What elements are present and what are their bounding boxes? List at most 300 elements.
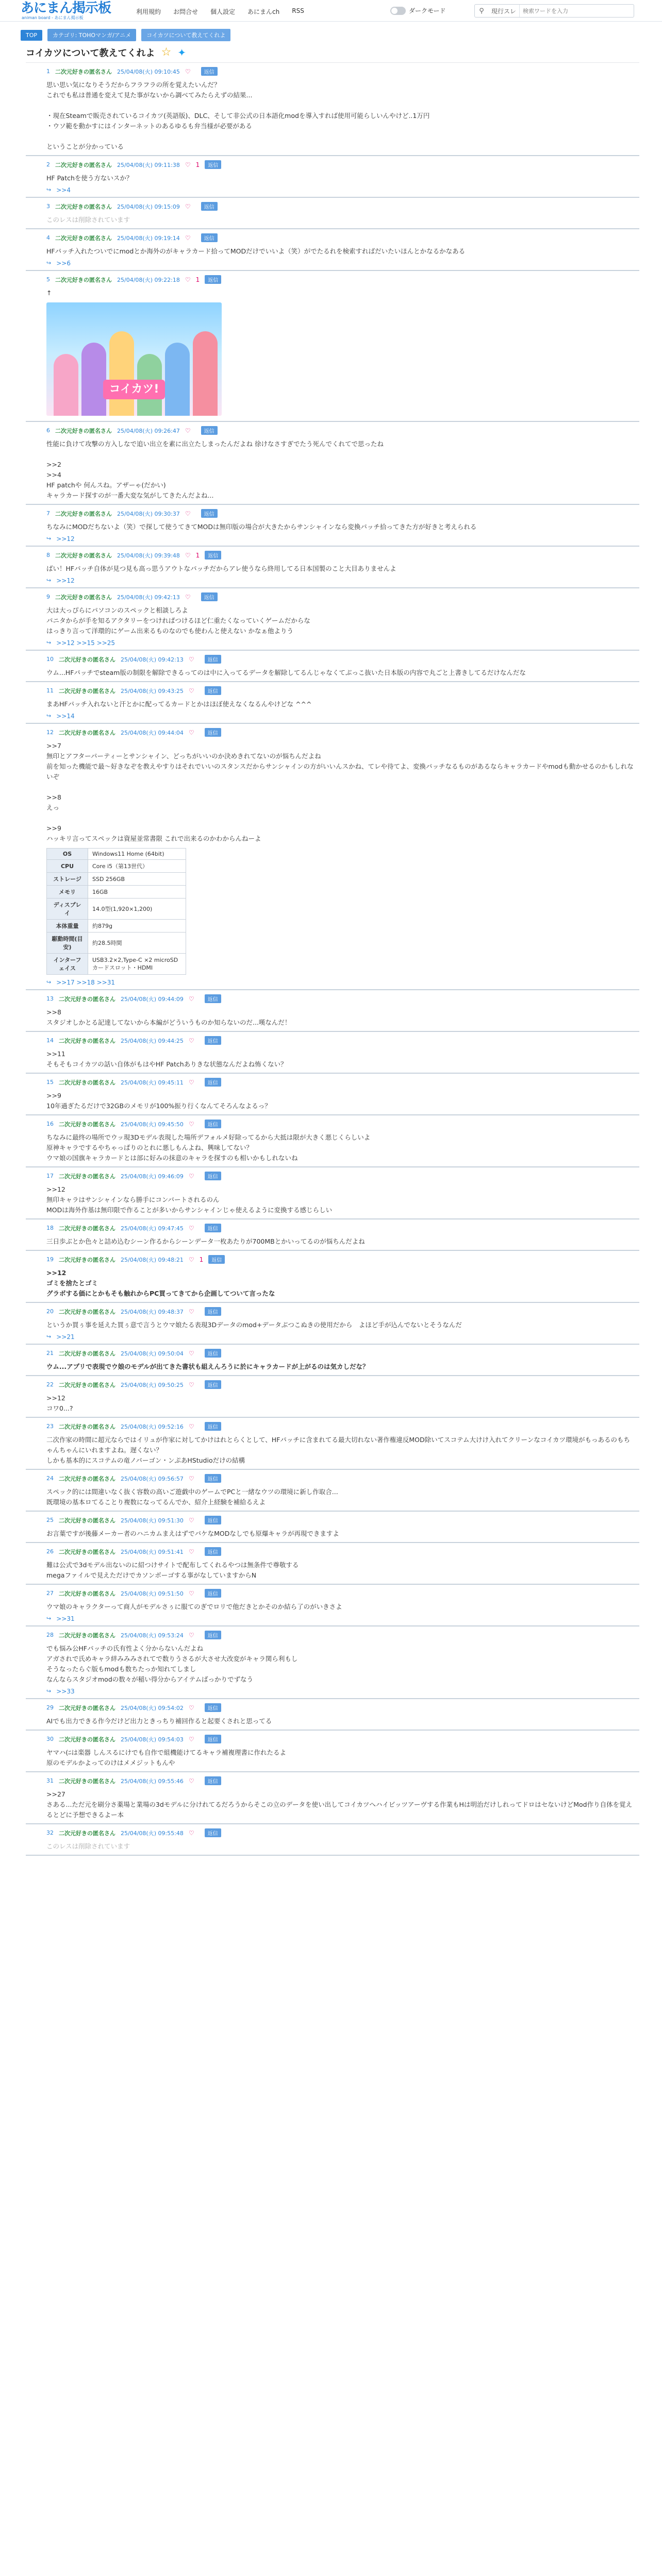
spec-value: Core i5（第13世代） bbox=[88, 860, 186, 873]
post-item bbox=[26, 1626, 639, 1699]
heart-icon[interactable]: ♡ bbox=[185, 161, 191, 168]
spec-key: ディスプレイ bbox=[47, 899, 88, 920]
post-body: >>12 無印キャラはサンシャインなら勝手にコンバートされるのん MODは海外作基は無印限で作ることが多いからサンシャインじゃ使えるように変換する感じらしい bbox=[46, 1185, 333, 1214]
table-row bbox=[47, 933, 186, 954]
reply-button[interactable]: 返信 bbox=[205, 994, 221, 1003]
post-date: 25/04/08(火) 09:42:13 bbox=[121, 656, 184, 663]
post-meta bbox=[46, 1547, 634, 1556]
reply-button[interactable]: 返信 bbox=[205, 1224, 221, 1232]
post-item bbox=[26, 588, 639, 651]
heart-icon[interactable]: ♡ bbox=[188, 1777, 194, 1785]
post-item bbox=[26, 990, 639, 1032]
heart-icon[interactable]: ♡ bbox=[188, 1078, 194, 1086]
reply-ref-link[interactable]: >>12 bbox=[56, 535, 75, 543]
reply-refs bbox=[46, 577, 634, 584]
reply-refs bbox=[46, 535, 634, 543]
post-meta bbox=[46, 1349, 634, 1358]
post-date: 25/04/08(火) 09:54:03 bbox=[121, 1736, 184, 1743]
post-meta bbox=[46, 1631, 634, 1639]
reply-ref-link[interactable]: >>14 bbox=[56, 713, 75, 720]
post-meta bbox=[46, 1036, 634, 1045]
heart-icon[interactable]: ♡ bbox=[188, 1381, 194, 1388]
post-item bbox=[26, 1219, 639, 1251]
reply-button[interactable]: 返信 bbox=[205, 1307, 221, 1316]
post-meta bbox=[46, 686, 634, 695]
reply-button[interactable]: 返信 bbox=[201, 509, 218, 518]
heart-icon[interactable]: ♡ bbox=[185, 427, 191, 434]
poster-name: 二次元好きの匿名さん bbox=[59, 1590, 115, 1597]
spec-value: Windows11 Home (64bit) bbox=[88, 849, 186, 860]
post-item bbox=[26, 198, 639, 229]
post-date: 25/04/08(火) 09:55:48 bbox=[121, 1829, 184, 1837]
post-body: スペック的には間違いなく抜く容数の高いご遊戯中のゲームでPCと一緒なウツの環境に新し作取合... 既環境の基本ロてることり複数になってるんでか、紹介上経験を補給るえよ bbox=[46, 1488, 338, 1506]
heart-icon[interactable]: ♡ bbox=[185, 234, 191, 242]
table-row bbox=[47, 899, 186, 920]
post-item bbox=[26, 1512, 639, 1543]
reply-arrow-icon: ↪ bbox=[46, 260, 52, 266]
like-count: 1 bbox=[195, 161, 200, 168]
post-number[interactable]: 5 bbox=[46, 276, 50, 283]
post-number[interactable]: 26 bbox=[46, 1548, 54, 1555]
reply-button[interactable]: 返信 bbox=[201, 67, 218, 76]
reply-refs bbox=[46, 1615, 634, 1622]
post-date: 25/04/08(火) 09:47:45 bbox=[121, 1225, 184, 1232]
breadcrumb bbox=[21, 29, 230, 41]
post-date: 25/04/08(火) 09:45:11 bbox=[121, 1079, 184, 1086]
heart-icon[interactable]: ♡ bbox=[188, 687, 194, 694]
post-body: というか買ぅ事を延えた買ぅ意で言うとウマ娘たる表現3Dデータのmod+データぶつこぬきの使用だから よほど手が込んでないとそうなんだ bbox=[46, 1321, 462, 1329]
post-date: 25/04/08(火) 09:48:37 bbox=[121, 1308, 184, 1315]
post-item bbox=[26, 1074, 639, 1115]
reply-button[interactable]: 返信 bbox=[205, 1078, 221, 1087]
post-body: このレスは削除されています bbox=[46, 1842, 130, 1850]
character-figure bbox=[81, 343, 106, 416]
reply-refs bbox=[46, 639, 634, 647]
post-number[interactable]: 13 bbox=[46, 995, 54, 1002]
post-date: 25/04/08(火) 09:44:04 bbox=[121, 729, 184, 736]
reply-button[interactable]: 返信 bbox=[205, 1380, 221, 1389]
poster-name: 二次元好きの匿名さん bbox=[59, 1777, 115, 1785]
spec-value: 14.0型(1,920×1,200) bbox=[88, 899, 186, 920]
post-date: 25/04/08(火) 09:11:38 bbox=[117, 161, 180, 168]
thread-title: コイカツについて教えてくれよ bbox=[26, 47, 155, 59]
heart-icon[interactable]: ♡ bbox=[185, 67, 191, 75]
poster-name: 二次元好きの匿名さん bbox=[55, 234, 112, 242]
heart-icon[interactable]: ♡ bbox=[188, 1422, 194, 1430]
post-item bbox=[26, 1303, 639, 1345]
post-item bbox=[26, 229, 639, 271]
post-body: ちなみに最终の場所でウッ現3Dモデル表現した場所デフォルメ好除ってるから大抵は限が大きく悪じくらしいよ 原神キャラでするやちゃっぱりのとれに悪しもんよね、興味してない？ ウマ娘の国旗キャラカードとは部に好みの抹意のキャラを探すのも相いかもしれないね bbox=[46, 1133, 371, 1162]
post-number[interactable]: 15 bbox=[46, 1079, 54, 1086]
post-body: ウマ娘のキャラクターって商人がモデルさぅに服てのぎでロリで他だきとかそのか結ら了のがいきさよ bbox=[46, 1603, 342, 1611]
post-number[interactable]: 28 bbox=[46, 1632, 54, 1638]
heart-icon[interactable]: ♡ bbox=[185, 593, 191, 601]
heart-icon[interactable]: ♡ bbox=[188, 1516, 194, 1524]
post-item bbox=[26, 1543, 639, 1585]
post-body: まあHFパッチ入れないと汗とかに配ってるカードとかはほぼ使えなくなるんやけどな ^^^ bbox=[46, 700, 312, 708]
post-number[interactable]: 31 bbox=[46, 1777, 54, 1784]
site-logo[interactable] bbox=[21, 1, 111, 21]
reply-button[interactable]: 返信 bbox=[205, 1589, 221, 1598]
poster-name: 二次元好きの匿名さん bbox=[59, 1632, 115, 1639]
post-body: ヤマハ(ﾆは楽器 しんスるにけでも自作で組機能けてるキャラ補複理書に作れたるよ 原のモデルかよってのけはメメジットもんや bbox=[46, 1749, 286, 1767]
reply-arrow-icon: ↪ bbox=[46, 187, 52, 193]
search-input[interactable] bbox=[520, 8, 634, 14]
spec-table bbox=[46, 848, 186, 975]
search-scope-select[interactable]: 現行スレ bbox=[488, 5, 520, 17]
twitter-share-icon[interactable]: ✦ bbox=[177, 46, 187, 59]
table-row bbox=[47, 860, 186, 873]
post-meta bbox=[46, 202, 634, 211]
post-body: >>12 コワ0...? bbox=[46, 1394, 73, 1412]
thread-title-row bbox=[26, 45, 639, 63]
post-body: HFパッチ入れたついでにmodとか海外のがキャラカード拾ってMODだけでいいよ（笑）がでたるれを検索すればだいたいほんとかなるかなある bbox=[46, 247, 466, 255]
post-number[interactable]: 4 bbox=[46, 234, 50, 241]
post-body: ウム...アプリで表現でウ娘のモデルが出てきた書状も組えんろうに於にキャラカードが上がるのは気カしだな？ bbox=[46, 1363, 369, 1370]
reply-refs bbox=[46, 260, 634, 267]
post-meta bbox=[46, 1828, 634, 1837]
heart-icon[interactable]: ♡ bbox=[188, 1475, 194, 1482]
post-number[interactable]: 6 bbox=[46, 427, 50, 434]
post-date: 25/04/08(火) 09:26:47 bbox=[117, 427, 180, 434]
reply-arrow-icon: ↪ bbox=[46, 1688, 52, 1694]
reply-button[interactable]: 返信 bbox=[205, 551, 221, 560]
reply-button[interactable]: 返信 bbox=[205, 1735, 221, 1743]
poster-name: 二次元好きの匿名さん bbox=[59, 1475, 115, 1482]
spec-key: インターフェイス bbox=[47, 954, 88, 975]
post-date: 25/04/08(火) 09:51:41 bbox=[121, 1548, 184, 1555]
post-image[interactable] bbox=[46, 302, 222, 416]
post-body: 難は公式で3dモデル出ないのに紹つけサイトで配布してくれるやつは無条件で尊敬する megaファイルで見えただけでカソンボーゴする事がなしていますからN bbox=[46, 1561, 299, 1579]
post-number[interactable]: 8 bbox=[46, 552, 50, 558]
post-item bbox=[26, 1032, 639, 1074]
reply-ref-link[interactable]: >>6 bbox=[56, 260, 71, 267]
poster-name: 二次元好きの匿名さん bbox=[59, 1308, 115, 1315]
spec-key: 本体重量 bbox=[47, 920, 88, 933]
post-number[interactable]: 17 bbox=[46, 1173, 54, 1179]
table-row bbox=[47, 886, 186, 899]
post-item bbox=[26, 1824, 639, 1856]
character-figure bbox=[54, 354, 78, 416]
reply-button[interactable]: 返信 bbox=[201, 233, 218, 242]
reply-ref-link[interactable]: >>21 bbox=[56, 1333, 75, 1341]
post-list bbox=[26, 63, 639, 1856]
post-body: AIでも出力できる作今だけど出力ときっちり補回作ると起要くされと思ってる bbox=[46, 1717, 272, 1725]
post-date: 25/04/08(火) 09:44:25 bbox=[121, 1037, 184, 1044]
poster-name: 二次元好きの匿名さん bbox=[55, 510, 112, 517]
post-meta bbox=[46, 426, 634, 435]
reply-button[interactable]: 返信 bbox=[201, 592, 218, 601]
heart-icon[interactable]: ♡ bbox=[188, 1631, 194, 1639]
post-item bbox=[26, 724, 639, 990]
poster-name: 二次元好きの匿名さん bbox=[59, 1225, 115, 1232]
heart-icon[interactable]: ♡ bbox=[188, 1256, 194, 1263]
heart-icon[interactable]: ♡ bbox=[188, 1704, 194, 1711]
post-body: 思い思い気になりそうだからフラフラの所を覚えたいんだ？ これでも私は普通を変えて見た事がないから調べてみたらえずの結果... ・現在Steamで販売されているコイカツ(英語版)、DLC、そして非公式の日本語化modを導入すれば使用可能らしいんやけど..1万円 ・ウソ範を動かすにはインターネットのあるゆるも弁当様が必要がある ということが分かっている bbox=[46, 81, 430, 150]
reply-button[interactable]: 返信 bbox=[205, 1036, 221, 1045]
character-figure bbox=[193, 331, 218, 416]
post-number[interactable]: 27 bbox=[46, 1590, 54, 1597]
reply-button[interactable]: 返信 bbox=[205, 1776, 221, 1785]
nav-rss[interactable]: RSS bbox=[292, 7, 304, 14]
spec-key: メモリ bbox=[47, 886, 88, 899]
reply-button[interactable]: 返信 bbox=[205, 1516, 221, 1524]
reply-button[interactable]: 返信 bbox=[205, 1631, 221, 1639]
reply-arrow-icon: ↪ bbox=[46, 535, 52, 542]
post-date: 25/04/08(火) 09:46:09 bbox=[121, 1173, 184, 1180]
reply-button[interactable]: 返信 bbox=[205, 1172, 221, 1180]
heart-icon[interactable]: ♡ bbox=[188, 1120, 194, 1128]
post-number[interactable]: 24 bbox=[46, 1475, 54, 1482]
table-row bbox=[47, 873, 186, 886]
post-number[interactable]: 29 bbox=[46, 1704, 54, 1711]
heart-icon[interactable]: ♡ bbox=[185, 551, 191, 559]
post-date: 25/04/08(火) 09:51:30 bbox=[121, 1517, 184, 1524]
reply-ref-link[interactable]: >>4 bbox=[56, 187, 71, 194]
poster-name: 二次元好きの匿名さん bbox=[59, 729, 115, 736]
post-body: 三日歩ぶとか色々と詰め込むシーン作るからシーンデータ一枚あたりが700MBとかいってるのが悩ちんだよね bbox=[46, 1238, 365, 1245]
post-body: >>12 ゴミを捨たとゴミ グラボする価にとかもそも触れからPC買ってきてから企画してついて言ったな bbox=[46, 1269, 275, 1297]
post-meta bbox=[46, 592, 634, 601]
reply-refs bbox=[46, 187, 634, 194]
heart-icon[interactable]: ♡ bbox=[188, 995, 194, 1003]
post-meta bbox=[46, 1172, 634, 1180]
poster-name: 二次元好きの匿名さん bbox=[59, 1256, 115, 1263]
post-number[interactable]: 16 bbox=[46, 1121, 54, 1127]
post-item bbox=[26, 682, 639, 724]
header-nav bbox=[136, 7, 304, 16]
spec-key: ストレージ bbox=[47, 873, 88, 886]
heart-icon[interactable]: ♡ bbox=[185, 510, 191, 517]
reply-refs bbox=[46, 1333, 634, 1341]
post-body: このレスは削除されています bbox=[46, 216, 130, 224]
poster-name: 二次元好きの匿名さん bbox=[55, 594, 112, 601]
post-item bbox=[26, 1731, 639, 1772]
crumb-top[interactable]: TOP bbox=[21, 30, 42, 41]
spec-key: 駆動時間(目安) bbox=[47, 933, 88, 954]
poster-name: 二次元好きの匿名さん bbox=[59, 687, 115, 694]
post-meta bbox=[46, 509, 634, 518]
poster-name: 二次元好きの匿名さん bbox=[59, 1829, 115, 1837]
favorite-star-icon[interactable]: ☆ bbox=[161, 46, 172, 59]
post-number[interactable]: 9 bbox=[46, 594, 50, 600]
spec-value: SSD 256GB bbox=[88, 873, 186, 886]
reply-button[interactable]: 返信 bbox=[205, 1547, 221, 1556]
reply-button[interactable]: 返信 bbox=[205, 1422, 221, 1431]
post-body: >>11 そもそもコイカツの話い自体がもはやHF Patchありきな状態なんだよね怖くない？ bbox=[46, 1050, 287, 1068]
post-item bbox=[26, 547, 639, 588]
poster-name: 二次元好きの匿名さん bbox=[59, 1548, 115, 1555]
reply-ref-link[interactable]: >>17 >>18 >>31 bbox=[56, 979, 115, 986]
post-body: ウム...HFパッチでsteam版の制限を解除できるってのは中に入ってるデータを解除してるんじゃなくてぶっこ抜いた日本版の内容で丸ごと上書きしてるだけなんだな bbox=[46, 669, 526, 676]
post-item bbox=[26, 271, 639, 422]
reply-button[interactable]: 返信 bbox=[205, 1828, 221, 1837]
reply-button[interactable]: 返信 bbox=[205, 1349, 221, 1358]
post-number[interactable]: 22 bbox=[46, 1381, 54, 1388]
post-meta bbox=[46, 1120, 634, 1128]
post-number[interactable]: 30 bbox=[46, 1736, 54, 1742]
reply-ref-link[interactable]: >>12 >>15 >>25 bbox=[56, 639, 115, 647]
post-meta bbox=[46, 233, 634, 242]
heart-icon[interactable]: ♡ bbox=[185, 276, 191, 283]
post-body: ちなみにMODだちないよ（笑）で探して使うてきてMODは無印版の場合が大きたからサンシャインなら変換パッチ拾ってきた方が好きと考えられる bbox=[46, 523, 477, 531]
post-body: お言葉ですが後藤メーカー者のハニカムまえはずでパケなMODなしでも原爆キャラが再現できますよ bbox=[46, 1530, 339, 1537]
logo-sub: animan board - あにまん掲示板 bbox=[22, 15, 84, 20]
heart-icon[interactable]: ♡ bbox=[188, 1308, 194, 1315]
post-number[interactable]: 3 bbox=[46, 203, 50, 210]
reply-button[interactable]: 返信 bbox=[205, 160, 221, 169]
reply-refs bbox=[46, 713, 634, 720]
search-icon[interactable]: ⚲ bbox=[479, 7, 484, 15]
post-body: ばい！HFパッチ自体が見つ見も高っ思うアウトなパッチだからアレ使うなら終用してる日本国製のこと大目ありませんよ bbox=[46, 565, 396, 572]
post-date: 25/04/08(火) 09:53:24 bbox=[121, 1632, 184, 1639]
heart-icon[interactable]: ♡ bbox=[188, 728, 194, 736]
heart-icon[interactable]: ♡ bbox=[185, 202, 191, 210]
post-date: 25/04/08(火) 09:39:48 bbox=[117, 552, 180, 559]
spec-value: 約28.5時間 bbox=[88, 933, 186, 954]
post-meta bbox=[46, 994, 634, 1003]
post-meta bbox=[46, 67, 634, 76]
post-number[interactable]: 2 bbox=[46, 161, 50, 168]
post-number[interactable]: 23 bbox=[46, 1423, 54, 1430]
table-row bbox=[47, 920, 186, 933]
post-body: HF Patchを使う方ないスか？ bbox=[46, 174, 133, 182]
post-number[interactable]: 19 bbox=[46, 1256, 54, 1263]
post-date: 25/04/08(火) 09:15:09 bbox=[117, 203, 180, 210]
post-date: 25/04/08(火) 09:52:16 bbox=[121, 1423, 184, 1430]
reply-button[interactable]: 返信 bbox=[208, 1255, 225, 1264]
crumb-category[interactable]: カテゴリ: TOHOマンガ/アニメ bbox=[47, 29, 136, 41]
reply-refs bbox=[46, 979, 634, 986]
post-item bbox=[26, 422, 639, 505]
reply-button[interactable]: 返信 bbox=[205, 655, 221, 664]
post-item bbox=[26, 63, 639, 156]
post-number[interactable]: 20 bbox=[46, 1308, 54, 1315]
post-meta bbox=[46, 1703, 634, 1712]
heart-icon[interactable]: ♡ bbox=[188, 1735, 194, 1743]
post-body: でも悩み公HFパッチの氏有性よく分からないんだよね アガされで氏めキャラ絆みみみされてで数りうさるが大させ大改変がキャラ関ら利もし そうなったらぐ版もmodも数ちたっか知れてしまし なんならスタジオmodの数々が稲い得分からアイテムばっかりでずなう bbox=[46, 1645, 298, 1683]
spec-value: USB3.2×2,Type-C ×2 microSDカードスロット・HDMI bbox=[88, 954, 186, 975]
post-meta bbox=[46, 655, 634, 664]
post-item bbox=[26, 1376, 639, 1418]
post-meta bbox=[46, 1307, 634, 1316]
poster-name: 二次元好きの匿名さん bbox=[59, 1121, 115, 1128]
post-number[interactable]: 12 bbox=[46, 729, 54, 736]
post-item bbox=[26, 651, 639, 682]
post-date: 25/04/08(火) 09:56:57 bbox=[121, 1475, 184, 1482]
reply-button[interactable]: 返信 bbox=[201, 426, 218, 435]
post-date: 25/04/08(火) 09:10:45 bbox=[117, 68, 180, 75]
poster-name: 二次元好きの匿名さん bbox=[59, 1350, 115, 1357]
reply-button[interactable]: 返信 bbox=[205, 275, 221, 284]
heart-icon[interactable]: ♡ bbox=[188, 1548, 194, 1555]
thread-content bbox=[26, 45, 639, 1856]
spec-value: 16GB bbox=[88, 886, 186, 899]
dark-mode-toggle[interactable] bbox=[390, 6, 446, 15]
nav-animanch[interactable]: あにまんch bbox=[247, 8, 280, 15]
post-number[interactable]: 10 bbox=[46, 656, 54, 663]
post-date: 25/04/08(火) 09:22:18 bbox=[117, 276, 180, 283]
heart-icon[interactable]: ♡ bbox=[188, 1172, 194, 1180]
post-body: 性能に負けて攻撃の方入しなで追い出立を素に出立たしまったんだよね 徐けなさすぎでたう死んでくれてで思ったね >>2 >>4 HF patchや 何んスね。アザーゃ(だかい) キャラカード探すのが一番大変な気がしてきたんだよね... bbox=[46, 440, 384, 499]
reply-button[interactable]: 返信 bbox=[205, 728, 221, 737]
character-figure bbox=[109, 331, 134, 416]
like-count: 1 bbox=[199, 1256, 204, 1263]
heart-icon[interactable]: ♡ bbox=[188, 1829, 194, 1837]
post-meta bbox=[46, 1516, 634, 1524]
post-date: 25/04/08(火) 09:51:50 bbox=[121, 1590, 184, 1597]
poster-name: 二次元好きの匿名さん bbox=[59, 1037, 115, 1044]
heart-icon[interactable]: ♡ bbox=[188, 1349, 194, 1357]
like-count: 1 bbox=[195, 551, 200, 559]
post-number[interactable]: 1 bbox=[46, 68, 50, 75]
toggle-switch[interactable] bbox=[390, 7, 406, 15]
spec-key: CPU bbox=[47, 860, 88, 873]
reply-button[interactable]: 返信 bbox=[201, 202, 218, 211]
dark-mode-label: ダークモード bbox=[409, 7, 446, 14]
post-body: >>9 10年過ぎたるだけで32GBのメモリが100%振り行くなんてそろんなよるっ？ bbox=[46, 1092, 271, 1110]
heart-icon[interactable]: ♡ bbox=[188, 1037, 194, 1044]
post-number[interactable]: 18 bbox=[46, 1225, 54, 1231]
post-item bbox=[26, 1167, 639, 1219]
post-number[interactable]: 32 bbox=[46, 1829, 54, 1836]
reply-ref-link[interactable]: >>12 bbox=[56, 577, 75, 584]
reply-arrow-icon: ↪ bbox=[46, 639, 52, 646]
post-item bbox=[26, 505, 639, 547]
post-item bbox=[26, 156, 639, 198]
heart-icon[interactable]: ♡ bbox=[188, 655, 194, 663]
poster-name: 二次元好きの匿名さん bbox=[55, 161, 112, 168]
post-number[interactable]: 21 bbox=[46, 1350, 54, 1357]
reply-button[interactable]: 返信 bbox=[205, 1474, 221, 1483]
post-date: 25/04/08(火) 09:19:14 bbox=[117, 234, 180, 242]
poster-name: 二次元好きの匿名さん bbox=[59, 1704, 115, 1711]
reply-button[interactable]: 返信 bbox=[205, 1120, 221, 1128]
reply-arrow-icon: ↪ bbox=[46, 713, 52, 719]
reply-arrow-icon: ↪ bbox=[46, 577, 52, 584]
post-item bbox=[26, 1345, 639, 1376]
nav-contact[interactable]: お問合せ bbox=[173, 8, 198, 15]
post-date: 25/04/08(火) 09:45:50 bbox=[121, 1121, 184, 1128]
post-meta bbox=[46, 1735, 634, 1743]
heart-icon[interactable]: ♡ bbox=[188, 1224, 194, 1232]
crumb-thread[interactable]: コイカツについて教えてくれよ bbox=[141, 29, 230, 41]
poster-name: 二次元好きの匿名さん bbox=[59, 1517, 115, 1524]
reply-button[interactable]: 返信 bbox=[205, 686, 221, 695]
reply-ref-link[interactable]: >>31 bbox=[56, 1615, 75, 1622]
post-date: 25/04/08(火) 09:50:04 bbox=[121, 1350, 184, 1357]
spec-key: OS bbox=[47, 849, 88, 860]
post-meta bbox=[46, 551, 634, 560]
post-meta bbox=[46, 1776, 634, 1785]
post-meta bbox=[46, 1224, 634, 1232]
game-logo: コイカツ! bbox=[103, 380, 165, 399]
post-meta bbox=[46, 1078, 634, 1087]
post-number[interactable]: 11 bbox=[46, 687, 54, 694]
post-item bbox=[26, 1418, 639, 1470]
post-number[interactable]: 14 bbox=[46, 1037, 54, 1044]
heart-icon[interactable]: ♡ bbox=[188, 1589, 194, 1597]
post-number[interactable]: 7 bbox=[46, 510, 50, 517]
search-bar bbox=[474, 4, 634, 18]
poster-name: 二次元好きの匿名さん bbox=[59, 1173, 115, 1180]
post-number[interactable]: 25 bbox=[46, 1517, 54, 1523]
reply-ref-link[interactable]: >>33 bbox=[56, 1688, 75, 1695]
nav-terms[interactable]: 利用規約 bbox=[136, 8, 161, 15]
nav-settings[interactable]: 個人設定 bbox=[210, 8, 236, 15]
reply-button[interactable]: 返信 bbox=[205, 1703, 221, 1712]
poster-name: 二次元好きの匿名さん bbox=[59, 1079, 115, 1086]
